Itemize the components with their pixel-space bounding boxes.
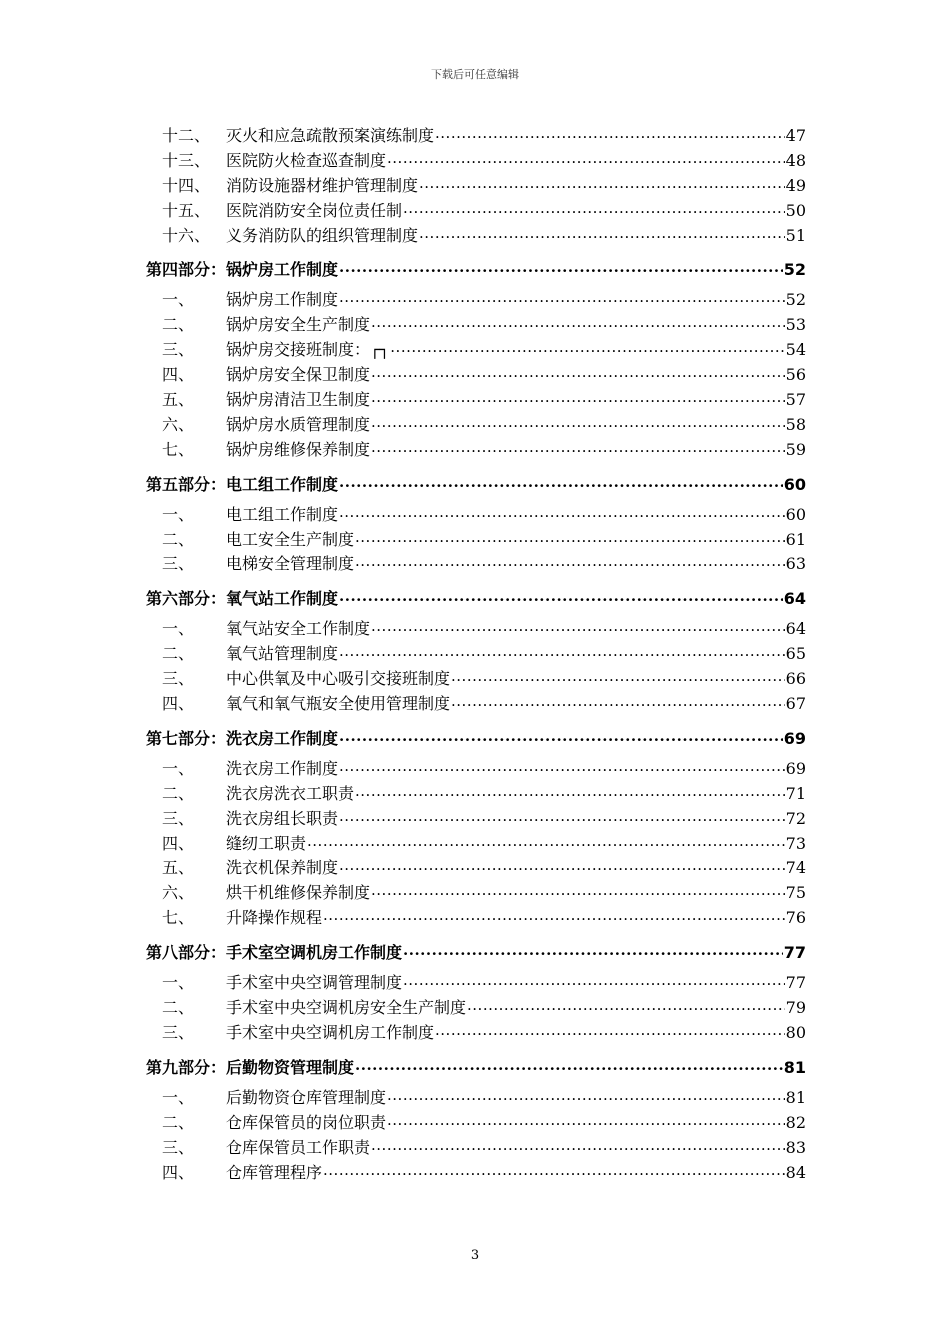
toc-page-number: 48 — [785, 150, 806, 170]
toc-entry-title: 锅炉房安全保卫制度 — [226, 365, 371, 385]
toc-entry[interactable] — [146, 667, 806, 692]
toc-entry-title: 消防设施器材维护管理制度 — [226, 175, 419, 195]
toc-leader-dots — [371, 618, 785, 634]
toc-entry-title: 电工安全生产制度 — [226, 529, 355, 549]
toc-part-title: 第六部分：氧气站工作制度 — [146, 589, 339, 609]
toc-leader-dots — [339, 504, 785, 520]
toc-entry-title: 锅炉房安全生产制度 — [226, 315, 371, 335]
toc-entry[interactable] — [146, 224, 806, 249]
toc-entry[interactable] — [146, 174, 806, 199]
toc-part-title: 第七部分：洗衣房工作制度 — [146, 728, 339, 748]
toc-entry-title: 仓库保管员的岗位职责 — [226, 1112, 387, 1132]
toc-entry[interactable] — [146, 1111, 806, 1136]
toc-part-title: 第八部分：手术室空调机房工作制度 — [146, 943, 403, 963]
toc-leader-dots — [339, 289, 785, 305]
toc-part-title: 第五部分：电工组工作制度 — [146, 474, 339, 494]
toc-leader-dots — [371, 439, 785, 455]
toc-entry-number: 七、 — [162, 908, 195, 928]
toc-entry[interactable] — [146, 757, 806, 782]
toc-entry-number: 五、 — [162, 858, 195, 878]
toc-page-number: 47 — [785, 126, 806, 145]
toc-entry[interactable] — [146, 782, 806, 807]
toc-entry[interactable] — [146, 552, 806, 577]
toc-entry[interactable] — [146, 199, 806, 224]
toc-leader-dots — [390, 339, 784, 355]
toc-page-number: 71 — [785, 783, 806, 803]
toc-leader-dots — [451, 693, 785, 709]
toc-entry-number: 六、 — [162, 883, 195, 903]
toc-page-number: 50 — [785, 200, 806, 220]
toc-entry-number: 二、 — [162, 1112, 195, 1132]
toc-leader-dots — [467, 997, 785, 1013]
toc-page-number: 58 — [785, 414, 806, 434]
toc-leader-dots — [339, 259, 783, 275]
toc-leader-dots — [339, 758, 785, 774]
toc-page-number: 52 — [783, 260, 806, 280]
toc-entry-title: 氧气站管理制度 — [226, 644, 339, 664]
toc-entry-title: 升降操作规程 — [226, 908, 323, 928]
toc-entry[interactable] — [146, 906, 806, 931]
toc-page-number: 57 — [785, 390, 806, 410]
toc-entry-title: 手术室中央空调机房工作制度 — [226, 1022, 435, 1042]
toc-entry-number: 四、 — [162, 365, 195, 385]
toc-entry-number: 一、 — [162, 504, 195, 524]
toc-entry-number: 一、 — [162, 290, 195, 310]
toc-leader-dots — [339, 474, 783, 490]
toc-entry-number: 三、 — [162, 1022, 195, 1042]
toc-entry[interactable] — [146, 807, 806, 832]
toc-entry-number: 三、 — [162, 554, 195, 574]
toc-entry[interactable] — [146, 313, 806, 338]
toc-entry-title: 电工组工作制度 — [226, 504, 339, 524]
toc-entry[interactable] — [146, 124, 806, 149]
toc-entry[interactable] — [146, 971, 806, 996]
toc-entry-number: 三、 — [162, 669, 195, 689]
toc-entry-number: 四、 — [162, 833, 195, 853]
toc-entry-title: 锅炉房水质管理制度 — [226, 414, 371, 434]
toc-leader-dots — [387, 150, 785, 166]
toc-page-number: 80 — [785, 1022, 806, 1042]
toc-page-number: 61 — [785, 529, 806, 549]
toc-page-number: 64 — [785, 619, 806, 639]
toc-entry-title: 锅炉房清洁卫生制度 — [226, 390, 371, 410]
toc-entry-title: 医院防火检查巡查制度 — [226, 150, 387, 170]
toc-entry-number: 三、 — [162, 340, 195, 360]
toc-entry-title: 医院消防安全岗位责任制 — [226, 200, 403, 220]
toc-entry-number: 十五、 — [162, 200, 211, 220]
toc-entry-number: 十二、 — [162, 126, 211, 145]
toc-entry-number: 十六、 — [162, 225, 211, 245]
toc-entry-number: 十三、 — [162, 150, 211, 170]
toc-entry[interactable] — [146, 288, 806, 313]
toc-leader-dots — [403, 200, 785, 216]
toc-entry-title: 洗衣房洗衣工职责 — [226, 783, 355, 803]
toc-entry[interactable] — [146, 617, 806, 642]
toc-page-number: 81 — [783, 1057, 806, 1077]
toc-entry[interactable] — [146, 388, 806, 413]
toc-page-number: 65 — [785, 644, 806, 664]
toc-entry[interactable] — [146, 438, 806, 463]
toc-entry-title: 缝纫工职责 — [226, 833, 307, 853]
toc-entry-title: 仓库管理程序 — [226, 1162, 323, 1182]
toc-part-heading[interactable] — [146, 468, 806, 502]
toc-page-number: 69 — [785, 758, 806, 778]
toc-entry-title: 义务消防队的组织管理制度 — [226, 225, 419, 245]
toc-entry-title: 仓库保管员工作职责 — [226, 1137, 371, 1157]
toc-part-heading[interactable] — [146, 722, 806, 756]
toc-entry[interactable] — [146, 149, 806, 174]
toc-leader-dots — [435, 125, 785, 141]
toc-entry-number: 一、 — [162, 619, 195, 639]
toc-part-heading[interactable] — [146, 253, 806, 287]
toc-entry-title: 烘干机维修保养制度 — [226, 883, 371, 903]
toc-leader-dots — [323, 1162, 785, 1178]
toc-entry[interactable] — [146, 881, 806, 906]
page-number: 3 — [470, 1248, 480, 1263]
toc-leader-dots — [451, 668, 785, 684]
toc-entry-number: 二、 — [162, 644, 195, 664]
toc-page-number: 73 — [785, 833, 806, 853]
toc-entry-number: 一、 — [162, 758, 195, 778]
toc-leader-dots — [339, 857, 785, 873]
toc-page-number: 83 — [785, 1137, 806, 1157]
toc-leader-dots — [339, 728, 783, 744]
toc-page-number: 84 — [785, 1162, 806, 1182]
toc-entry-number: 十四、 — [162, 175, 211, 195]
toc-entry-title: 氧气站安全工作制度 — [226, 619, 371, 639]
toc-entry-title: 电梯安全管理制度 — [226, 554, 355, 574]
toc-entry[interactable] — [146, 856, 806, 881]
toc-leader-dots — [419, 175, 785, 191]
toc-entry-number: 四、 — [162, 694, 195, 714]
toc-leader-dots — [419, 225, 785, 241]
toc-page-number: 67 — [785, 694, 806, 714]
toc-leader-dots — [371, 314, 785, 330]
toc-entry-title: 后勤物资仓库管理制度 — [226, 1087, 387, 1107]
toc-leader-dots — [355, 1057, 783, 1073]
toc-page-number: 75 — [785, 883, 806, 903]
toc-entry-title: 洗衣机保养制度 — [226, 858, 339, 878]
toc-entry[interactable] — [146, 338, 806, 363]
toc-entry[interactable] — [146, 413, 806, 438]
toc-leader-dots — [387, 1087, 785, 1103]
toc-entry-number: 三、 — [162, 1137, 195, 1157]
toc-entry[interactable] — [146, 1136, 806, 1161]
toc-page-number: 79 — [785, 998, 806, 1018]
toc-entry-number: 七、 — [162, 439, 195, 459]
toc-leader-dots — [355, 783, 785, 799]
toc-entry-number: 四、 — [162, 1162, 195, 1182]
toc-page-number: 64 — [783, 589, 806, 609]
toc-page-number: 81 — [785, 1087, 806, 1107]
toc-entry-title: 手术室中央空调管理制度 — [226, 973, 403, 993]
toc-leader-dots — [371, 389, 785, 405]
toc-entry-number: 一、 — [162, 1087, 195, 1107]
toc-page-number: 60 — [783, 474, 806, 494]
toc-entry-title: 锅炉房工作制度 — [226, 290, 339, 310]
toc-entry-title: 洗衣房工作制度 — [226, 758, 339, 778]
toc-part-title: 第四部分：锅炉房工作制度 — [146, 260, 339, 280]
toc-entry-number: 二、 — [162, 529, 195, 549]
toc-page-number: 52 — [785, 290, 806, 310]
table-of-contents — [146, 124, 806, 1185]
toc-page-number: 69 — [783, 728, 806, 748]
toc-part-heading[interactable] — [146, 936, 806, 970]
toc-entry[interactable] — [146, 528, 806, 553]
toc-leader-dots — [371, 414, 785, 430]
toc-entry[interactable] — [146, 503, 806, 528]
toc-entry-number: 二、 — [162, 998, 195, 1018]
toc-part-heading[interactable] — [146, 582, 806, 616]
toc-entry-number: 二、 — [162, 315, 195, 335]
toc-entry-number: 六、 — [162, 414, 195, 434]
toc-entry-number: 五、 — [162, 390, 195, 410]
toc-leader-dots — [371, 364, 785, 380]
toc-page-number: 60 — [785, 504, 806, 524]
toc-entry[interactable] — [146, 642, 806, 667]
toc-entry-title: 灭火和应急疏散预案演练制度 — [226, 126, 435, 145]
toc-leader-dots — [387, 1112, 785, 1128]
toc-leader-dots — [371, 882, 785, 898]
toc-leader-dots — [339, 588, 783, 604]
toc-entry[interactable] — [146, 1021, 806, 1046]
toc-page-number: 72 — [785, 808, 806, 828]
toc-page-number: 49 — [785, 175, 806, 195]
toc-leader-dots — [339, 808, 785, 824]
toc-page-number: 66 — [785, 669, 806, 689]
toc-leader-dots — [403, 942, 783, 958]
toc-entry-title: 中心供氧及中心吸引交接班制度 — [226, 669, 451, 689]
toc-page-number: 82 — [785, 1112, 806, 1132]
toc-entry[interactable] — [146, 692, 806, 717]
toc-entry-title: 锅炉房交接班制度：┌┐ — [226, 340, 390, 360]
toc-leader-dots — [435, 1022, 785, 1038]
toc-entry-title: 洗衣房组长职责 — [226, 808, 339, 828]
toc-entry[interactable] — [146, 363, 806, 388]
toc-entry-title: 锅炉房维修保养制度 — [226, 439, 371, 459]
toc-leader-dots — [323, 907, 785, 923]
toc-entry[interactable] — [146, 832, 806, 857]
toc-page-number: 51 — [785, 225, 806, 245]
toc-leader-dots — [371, 1137, 785, 1153]
toc-part-title: 第九部分：后勤物资管理制度 — [146, 1057, 355, 1077]
toc-leader-dots — [403, 972, 785, 988]
toc-page-number: 53 — [785, 315, 806, 335]
toc-page-number: 77 — [783, 943, 806, 963]
toc-part-heading[interactable] — [146, 1051, 806, 1085]
toc-page-number: 63 — [785, 554, 806, 574]
toc-entry-title: 氧气和氧气瓶安全使用管理制度 — [226, 694, 451, 714]
toc-leader-dots — [355, 553, 785, 569]
page-header: 下载后可任意编辑 — [431, 68, 519, 81]
toc-leader-dots — [339, 643, 785, 659]
toc-entry[interactable] — [146, 996, 806, 1021]
toc-leader-dots — [355, 529, 785, 545]
toc-entry-number: 一、 — [162, 973, 195, 993]
toc-page-number: 76 — [785, 908, 806, 928]
toc-entry-number: 三、 — [162, 808, 195, 828]
toc-entry[interactable] — [146, 1086, 806, 1111]
toc-leader-dots — [307, 833, 785, 849]
toc-page-number: 54 — [785, 340, 806, 360]
toc-page-number: 74 — [785, 858, 806, 878]
toc-entry-number: 二、 — [162, 783, 195, 803]
toc-page-number: 59 — [785, 439, 806, 459]
toc-entry-title: 手术室中央空调机房安全生产制度 — [226, 998, 467, 1018]
toc-page-number: 77 — [785, 973, 806, 993]
toc-page-number: 56 — [785, 365, 806, 385]
toc-entry[interactable] — [146, 1161, 806, 1186]
